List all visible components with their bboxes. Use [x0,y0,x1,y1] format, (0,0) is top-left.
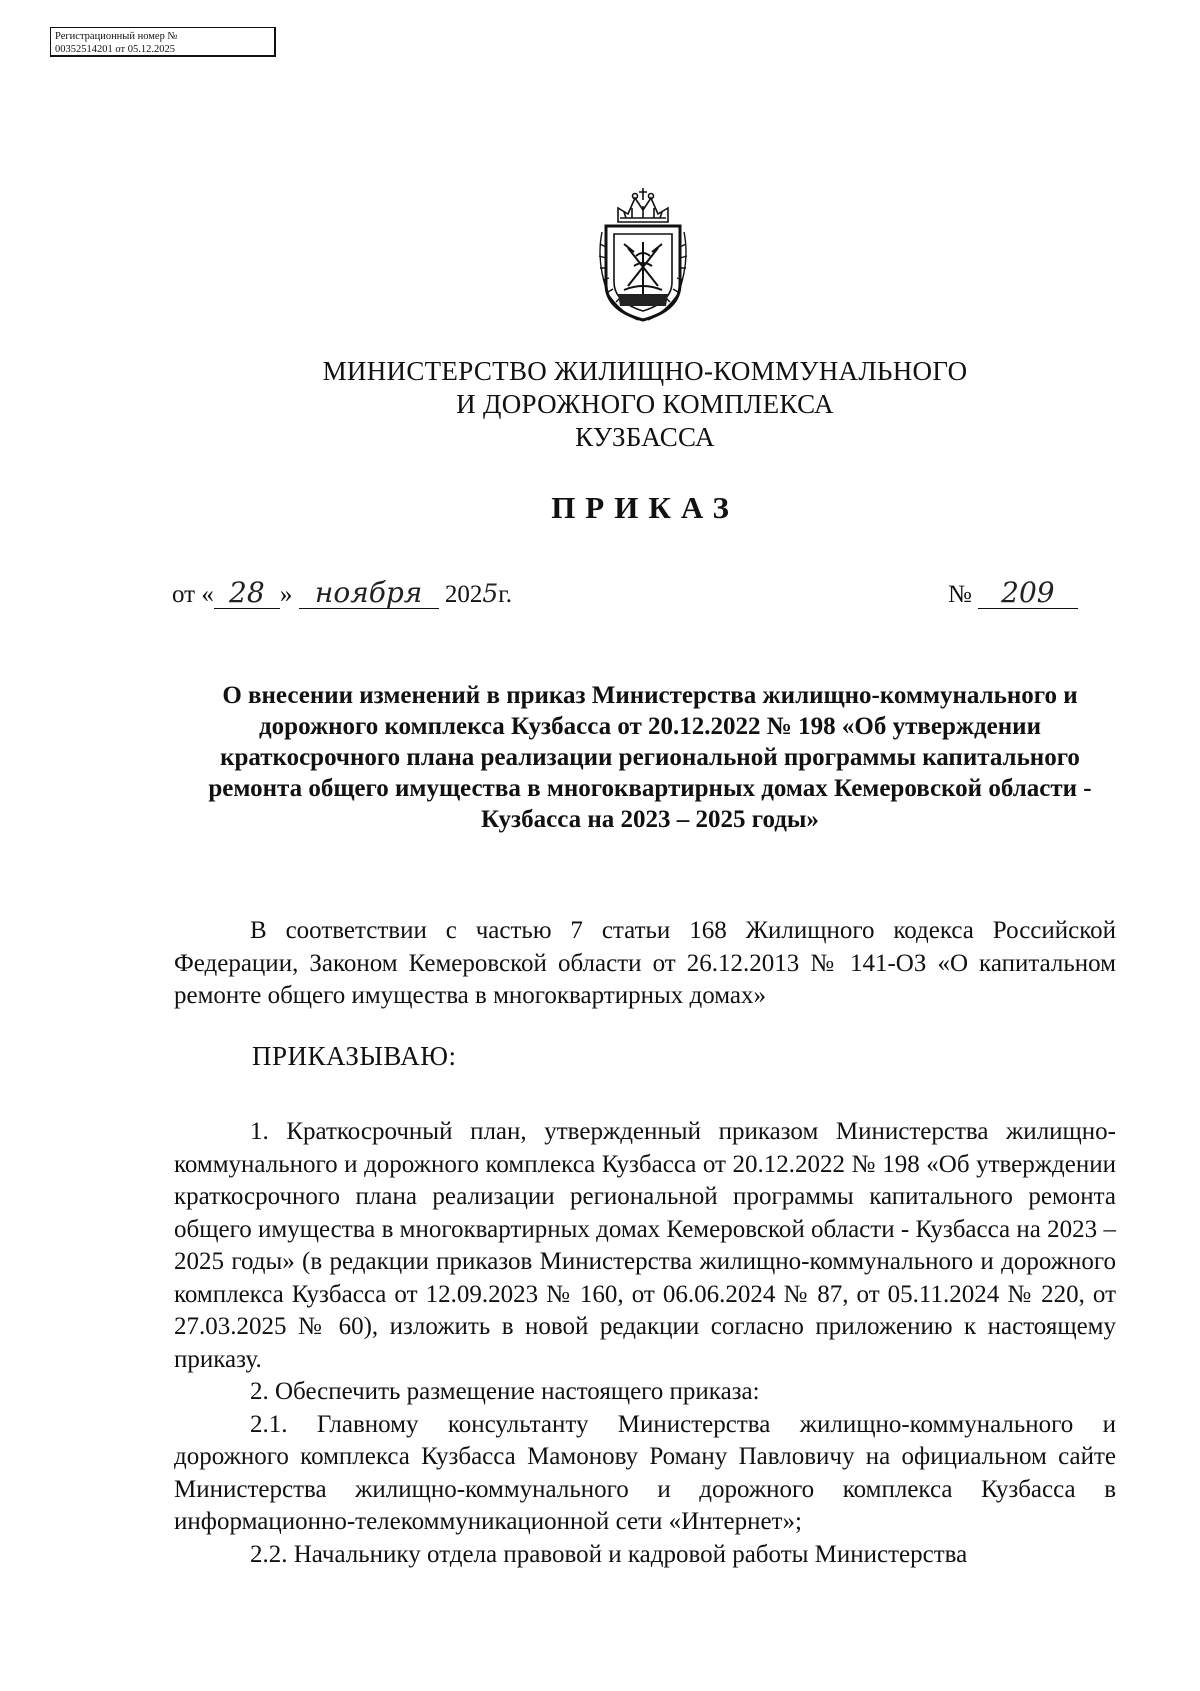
date-prefix: от « [172,581,214,608]
date-day-handwritten: 28 [214,578,280,609]
order-item-2-1: 2.1. Главному консультанту Министерства жилищно-коммунального и дорожного комплекса Кузбасса Мамонову Роману Павловичу на официальном сайте Министерства жилищно-коммунального и дорожного комплекса Кузбасса в информационно-телекоммуникационной сети «Интернет»; [174,1410,1116,1535]
number-label: № [948,581,972,608]
registration-stamp [50,27,276,57]
order-item-2-2: 2.2. Начальнику отдела правовой и кадровой работы Министерства [250,1540,968,1568]
order-number [948,578,1078,609]
order-item-2: 2. Обеспечить размещение настоящего приказа: [250,1378,760,1405]
ministry-name-line-2: И ДОРОЖНОГО КОМПЛЕКСА [456,389,834,419]
decree-word: ПРИКАЗЫВАЮ: [252,1041,457,1071]
document-type-title: ПРИКАЗ [551,490,739,525]
registration-label: Регистрационный номер № [55,31,178,42]
date-quote-close: » [279,581,293,608]
date-year-end-handwritten: 5 [482,579,499,608]
date-month-handwritten: ноября [299,578,439,609]
preamble-text: В соответствии с частью 7 статьи 168 Жилищного кодекса Российской Федерации, Законом Кемеровской области от 26.12.2013 № 141-ОЗ «О капитальном ремонте общего имущества в многоквартирных домах» [174,917,1116,1009]
date-suffix: г. [498,581,512,608]
number-value-handwritten: 209 [978,578,1078,609]
preamble [174,915,1116,1013]
order-subject: О внесении изменений в приказ Министерства жилищно-коммунального и дорожного комплекса Кузбасса от 20.12.2022 № 198 «Об утверждении краткосрочного плана реализации региональной программы капитального ремонта общего имущества в многоквартирных домах Кемеровской области - Кузбасса на 2023 – 2025 годы» [208,682,1092,833]
ministry-name-line-1: МИНИСТЕРСТВО ЖИЛИЩНО-КОММУНАЛЬНОГО [322,356,968,386]
ministry-name-line-3: КУЗБАССА [575,422,715,452]
order-date [172,578,512,609]
date-year-start: 202 [444,581,483,608]
kuzbass-coat-of-arms-icon [588,182,698,324]
order-items [174,1116,1116,1571]
ministry-header [0,355,1200,454]
registration-number: 00352514201 от 05.12.2025 [55,44,175,55]
order-item-1: 1. Краткосрочный план, утвержденный приказом Министерства жилищно-коммунального и дорожного комплекса Кузбасса от 20.12.2022 № 198 «Об утверждении краткосрочного плана реализации региональной программы капитального ремонта общего имущества в многоквартирных домах Кемеровской области - Кузбасса на 2023 – 2025 годы» (в редакции приказов Министерства жилищно-коммунального и дорожного комплекса Кузбасса от 12.09.2023 № 160, от 06.06.2024 № 87, от 05.11.2024 № 220, от 27.03.2025 № 60), изложить в новой редакции согласно приложению к настоящему приказу. [174,1118,1116,1373]
